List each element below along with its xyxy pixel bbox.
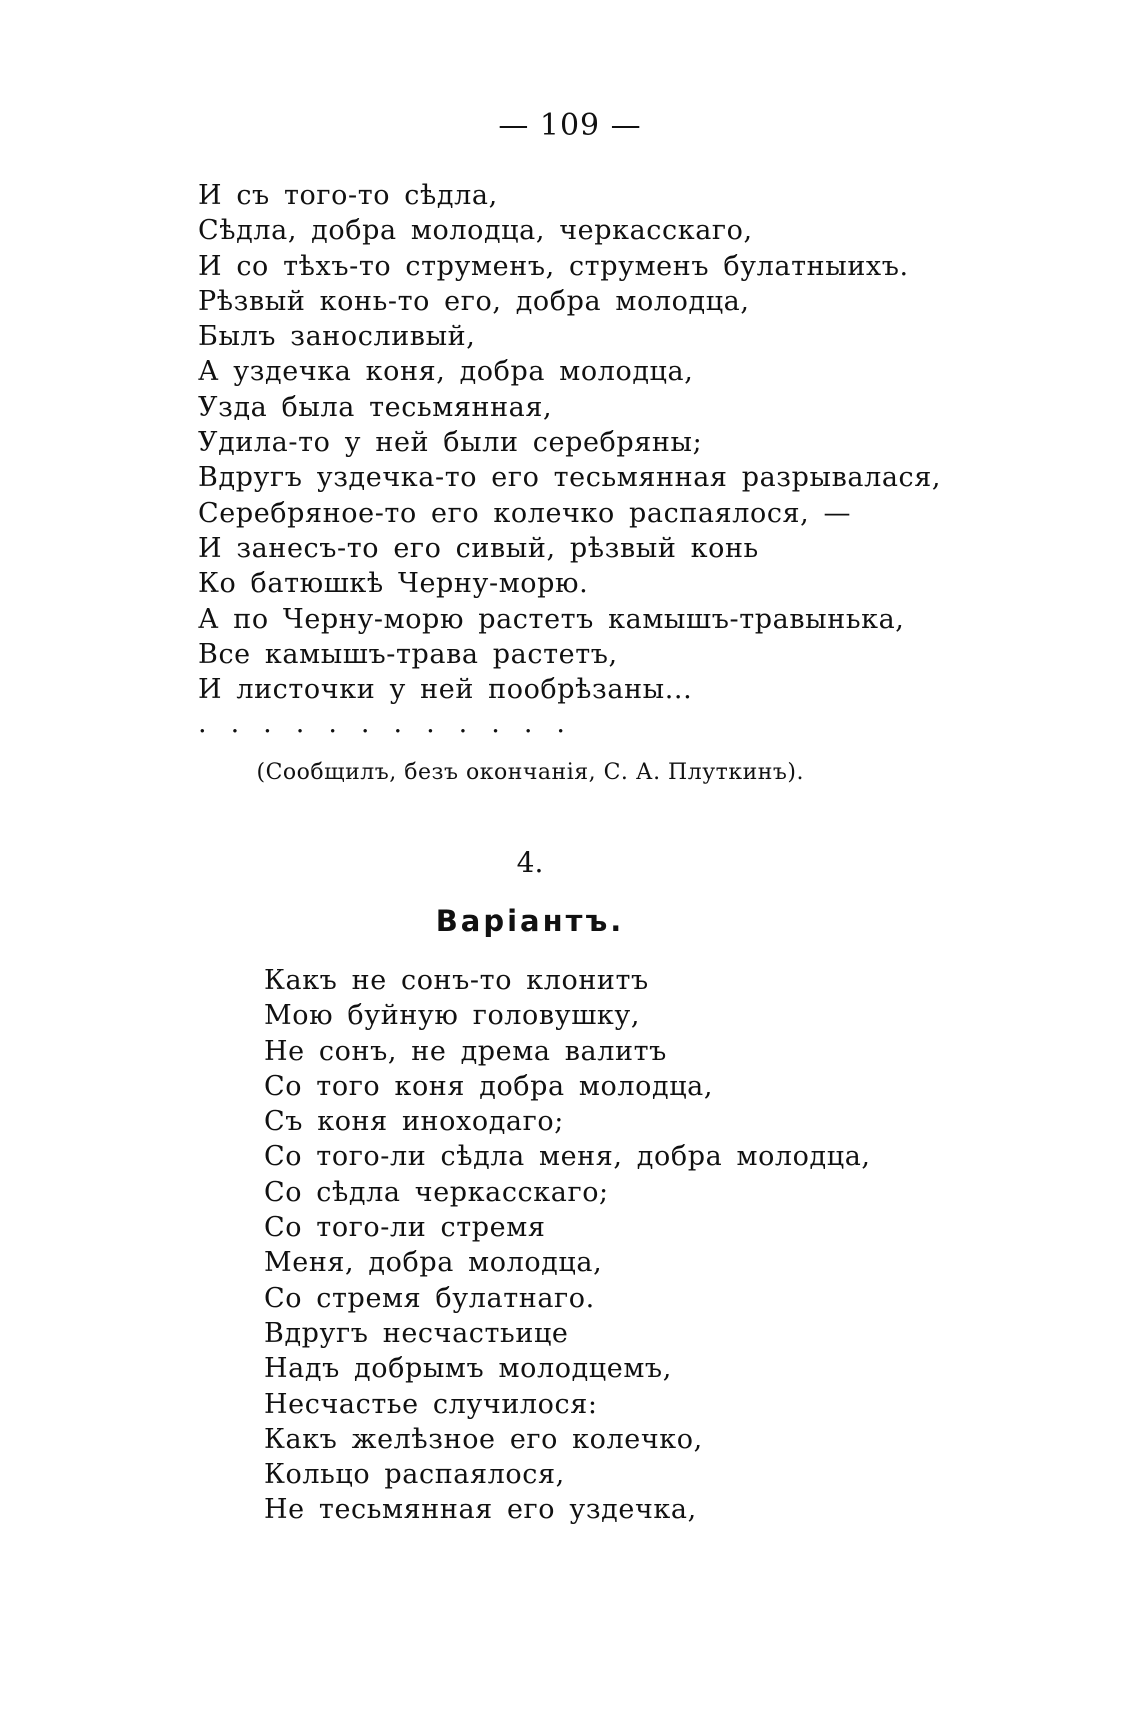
poem-line: Серебряное-то его колечко распаялося, —	[198, 497, 852, 529]
poem-line: Удила-то у ней были серебряны;	[198, 427, 703, 459]
poem-continued-stanza	[198, 178, 941, 707]
poem-line: Все камышъ-трава растетъ,	[198, 638, 618, 670]
poem-line: Со стремя булатнаго.	[264, 1282, 595, 1314]
variant-stanza	[264, 963, 871, 1528]
poem-line: Со сѣдла черкасскаго;	[264, 1176, 609, 1208]
poem-line: Какъ желѣзное его колечко,	[264, 1423, 703, 1455]
poem-line: Не тесьмянная его уздечка,	[264, 1494, 697, 1526]
poem-line: Кольцо распаялося,	[264, 1459, 565, 1491]
poem-line: Со того-ли сѣдла меня, добра молодца,	[264, 1141, 871, 1173]
poem-line: Ко батюшкѣ Черну-морю.	[198, 568, 589, 600]
poem-line: Съ коня иноходаго;	[264, 1106, 564, 1138]
poem-line: Меня, добра молодца,	[264, 1247, 603, 1279]
poem-line: Со того коня добра молодца,	[264, 1070, 714, 1102]
attribution-note	[0, 760, 1060, 785]
section-number: 4.	[516, 846, 544, 879]
section-heading: Варіантъ.	[435, 904, 625, 938]
omission-dots: ............	[198, 708, 589, 739]
poem-line: И съ того-то сѣдла,	[198, 180, 498, 211]
poem-line: Вдругъ уздечка-то его тесьмянная разрывалася,	[198, 462, 942, 494]
attribution-text: (Сообщилъ, безъ окончанія, С. А. Плуткинъ).	[256, 760, 804, 785]
poem-line: Сѣдла, добра молодца, черкасскаго,	[198, 215, 753, 247]
poem-line: А уздечка коня, добра молодца,	[198, 356, 694, 388]
poem-line: Былъ заносливый,	[198, 321, 476, 353]
poem-line: Несчастье случилося:	[264, 1388, 598, 1420]
poem-line: Со того-ли стремя	[264, 1212, 546, 1244]
poem-line: Рѣзвый конь-то его, добра молодца,	[198, 285, 750, 317]
poem-line: Мою буйную головушку,	[264, 1000, 641, 1032]
poem-line: Какъ не сонъ-то клонитъ	[264, 965, 649, 996]
poem-line: Надъ добрымъ молодцемъ,	[264, 1353, 672, 1385]
poem-line: Вдругъ несчастьице	[264, 1317, 569, 1349]
poem-line: А по Черну-морю растетъ камышъ-травынька,	[198, 603, 905, 635]
poem-line: И занесъ-то его сивый, рѣзвый конь	[198, 532, 759, 564]
poem-line: Не сонъ, не дрема валитъ	[264, 1035, 667, 1067]
poem-line: Узда была тесьмянная,	[198, 391, 553, 423]
poem-line: И листочки у ней пообрѣзаны...	[198, 674, 693, 706]
page-number: — 109 —	[498, 108, 642, 143]
poem-line: И со тѣхъ-то струменъ, струменъ булатныихъ.	[198, 250, 909, 282]
